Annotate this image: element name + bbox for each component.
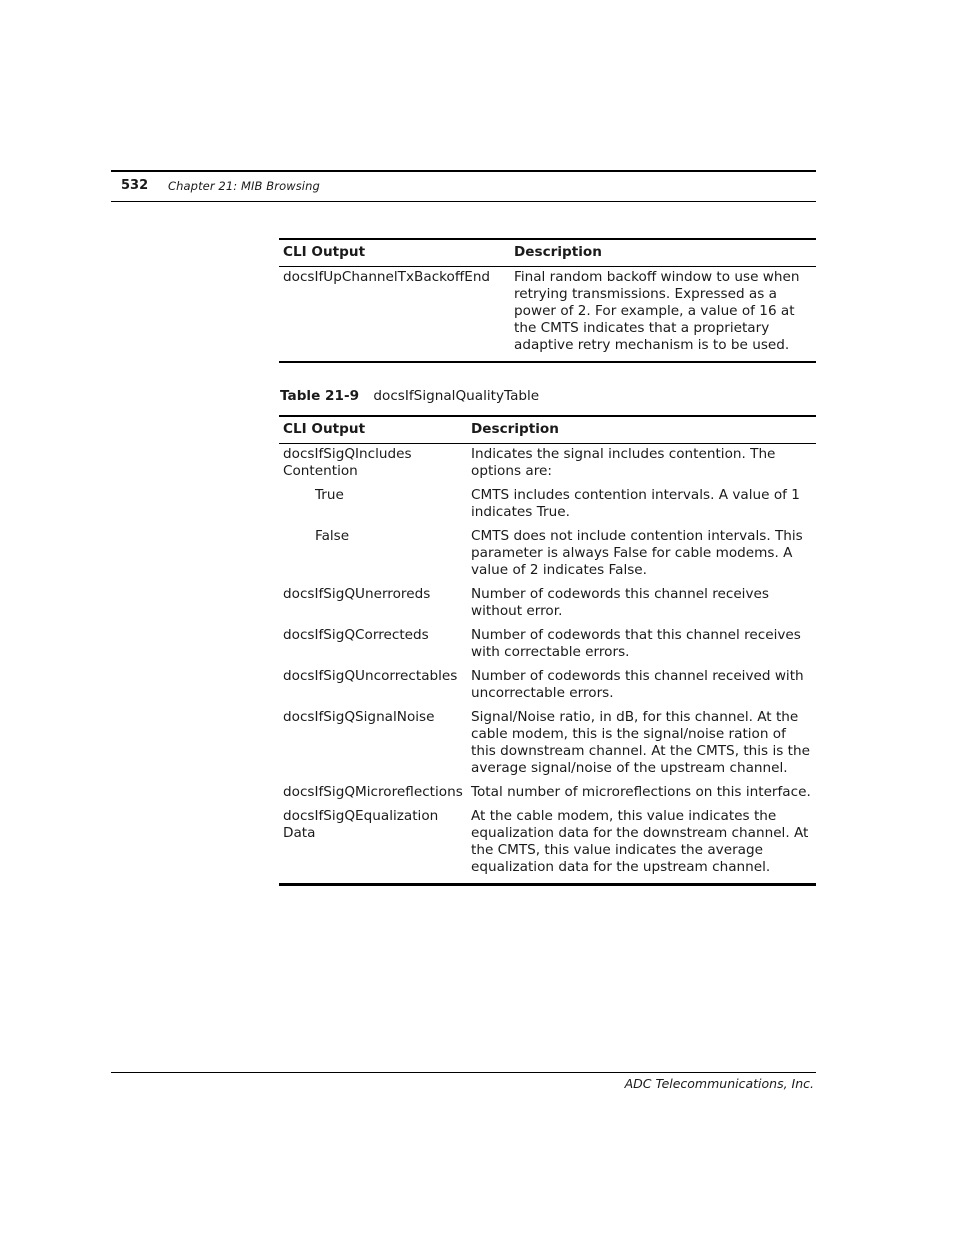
cli-output-cell: docsIfSigQEqualization Data	[283, 808, 439, 841]
page-number: 532	[121, 178, 149, 193]
table-caption-title: docsIfSignalQualityTable	[373, 388, 540, 404]
table-header-row	[279, 239, 816, 267]
cli-output-cell: docsIfUpChannelTxBackoffEnd	[283, 269, 491, 285]
column-header-cli-output: CLI Output	[279, 239, 510, 267]
option-cell: True	[315, 487, 344, 503]
header-rule-bottom	[111, 201, 816, 202]
table-row	[279, 487, 816, 528]
footer-company: ADC Telecommunications, Inc.	[624, 1076, 814, 1091]
running-head: Chapter 21: MIB Browsing	[168, 179, 320, 193]
table-row	[279, 627, 816, 668]
signal-quality-table	[279, 415, 816, 886]
description-cell: Indicates the signal includes contention. The options are:	[471, 446, 776, 479]
table-row	[279, 784, 816, 808]
description-cell: Number of codewords that this channel receives with correctable errors.	[471, 627, 801, 660]
table-row	[279, 444, 816, 488]
column-header-description: Description	[510, 239, 816, 267]
cli-output-cell: docsIfSigQSignalNoise	[283, 709, 435, 725]
cli-output-cell: docsIfSigQIncludes Contention	[283, 446, 412, 479]
description-cell: Number of codewords this channel receives without error.	[471, 586, 769, 619]
description-cell: CMTS does not include contention intervals. This parameter is always False for cable modems. A value of 2 indicates False.	[471, 528, 803, 578]
table-row	[279, 586, 816, 627]
cli-output-cell: docsIfSigQUncorrectables	[283, 668, 458, 684]
cli-output-cell: docsIfSigQMicroreflections	[283, 784, 463, 800]
table-header-row	[279, 416, 816, 444]
table-row	[279, 668, 816, 709]
table-row	[279, 709, 816, 784]
description-cell: Signal/Noise ratio, in dB, for this channel. At the cable modem, this is the signal/noise ration of this downstream channel. At the CMTS, this is the average signal/noise of the upstream channel.	[471, 709, 810, 776]
description-cell: Final random backoff window to use when retrying transmissions. Expressed as a power of 2. For example, a value of 16 at the CMTS indicates that a proprietary adaptive retry mechanism is to be used.	[514, 269, 800, 353]
description-cell: Number of codewords this channel received with uncorrectable errors.	[471, 668, 804, 701]
footer-rule	[111, 1072, 816, 1073]
table-caption	[280, 388, 539, 404]
table-caption-label: Table 21-9	[280, 388, 360, 404]
header-rule-top	[111, 170, 816, 172]
description-cell: Total number of microreflections on this interface.	[471, 784, 811, 800]
description-cell: At the cable modem, this value indicates the equalization data for the downstream channel. At the CMTS, this value indicates the average equalization data for the upstream channel.	[471, 808, 809, 875]
table-row	[279, 528, 816, 586]
column-header-description: Description	[467, 416, 816, 444]
table-row	[279, 808, 816, 885]
option-cell: False	[315, 528, 350, 544]
cli-output-cell: docsIfSigQCorrecteds	[283, 627, 429, 643]
column-header-cli-output: CLI Output	[279, 416, 467, 444]
cli-output-cell: docsIfSigQUnerroreds	[283, 586, 431, 602]
description-cell: CMTS includes contention intervals. A value of 1 indicates True.	[471, 487, 800, 520]
table-row	[279, 267, 816, 363]
cli-output-table-continued	[279, 238, 816, 363]
